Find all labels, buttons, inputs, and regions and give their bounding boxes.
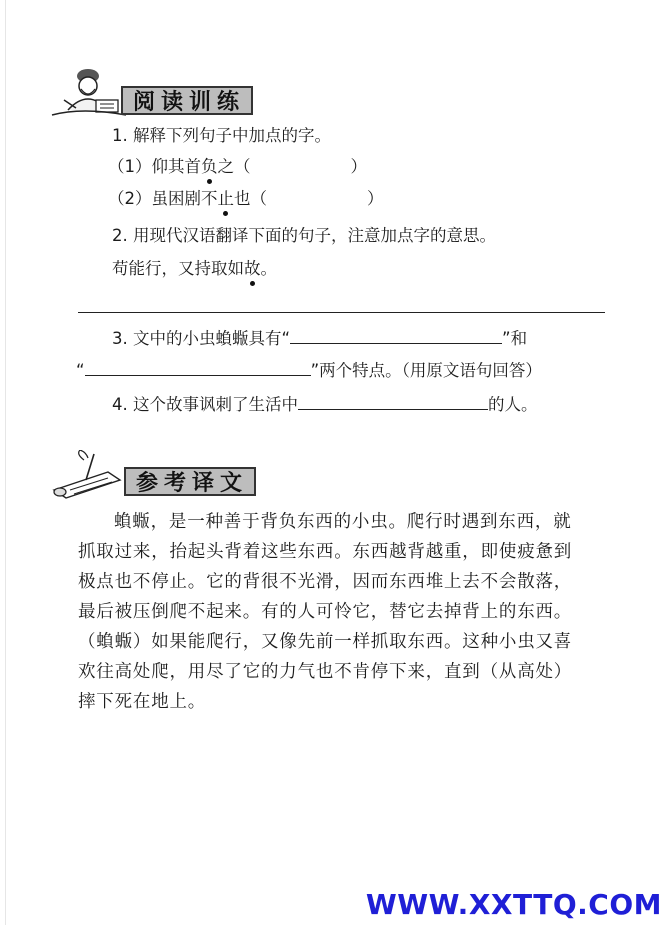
q1-item1-close: ） [350,157,367,176]
q3-line1 [112,327,527,350]
q3-part4: ”两个特点。（用原文语句回答） [310,361,542,380]
watermark-url: WWW.XXTTQ.COM [365,888,662,921]
translation-line-5: （蝜蝂）如果能爬行，又像先前一样抓取东西。这种小虫又喜 [78,632,573,652]
scholar-reading-icon [48,60,128,118]
q2-answer-line[interactable] [78,312,605,313]
q4-blank[interactable] [298,393,488,410]
q1-item2-num: （2） [108,189,152,208]
section-title-translation: 参考译文 [124,467,256,496]
q1-prompt: 1. 解释下列句子中加点的字。 [112,126,331,145]
translation-line-6: 欢往高处爬，用尽了它的力气也不肯停下来，直到（从高处） [78,662,573,682]
translation-line-7: 摔下死在地上。 [78,692,207,712]
q2-sentence-before: 苟能行，又持取如 [112,259,244,278]
scroll-brush-icon [46,450,130,500]
q1-item2-dotted: 止 [217,189,234,208]
q4-part1: 4. 这个故事讽刺了生活中 [112,395,298,414]
q1-item1-before: 仰其首 [151,157,201,176]
q3-blank2[interactable] [85,359,311,376]
q1-item1 [108,156,367,178]
q4-part2: 的人。 [488,395,538,414]
q1-item1-num: （1） [108,157,152,176]
q2-sentence [112,258,277,280]
section-title-reading: 阅读训练 [121,86,253,115]
q2-sentence-dotted: 故 [244,259,261,278]
q3-part2: ”和 [502,329,528,348]
q3-part1: 3. 文中的小虫蝜蝂具有“ [112,329,291,348]
q2-sentence-after: 。 [260,259,277,278]
q1-item2-close: ） [367,189,384,208]
page-edge [5,0,6,925]
q2-prompt: 2. 用现代汉语翻译下面的句子，注意加点字的意思。 [112,226,496,245]
q1-item2 [108,188,384,210]
q1-item2-after: 也（ [234,189,267,208]
q3-blank1[interactable] [290,327,502,344]
q3-line2 [76,359,542,382]
translation-line-4: 最后被压倒爬不起来。有的人可怜它，替它去掉背上的东西。 [78,602,573,622]
q4-line [112,393,538,416]
translation-line-3: 极点也不停止。它的背很不光滑，因而东西堆上去不会散落， [78,572,573,592]
q3-part3: “ [76,361,85,380]
translation-line-1: 蝜蝂，是一种善于背负东西的小虫。爬行时遇到东西，就 [114,512,572,532]
q1-item1-after: 之（ [217,157,251,176]
q1-item2-before: 虽困剧不 [151,189,218,208]
translation-line-2: 抓取过来，抬起头背着这些东西。东西越背越重，即使疲惫到 [78,542,573,562]
q1-item1-dotted: 负 [201,157,218,176]
translation-paragraph [78,507,608,717]
